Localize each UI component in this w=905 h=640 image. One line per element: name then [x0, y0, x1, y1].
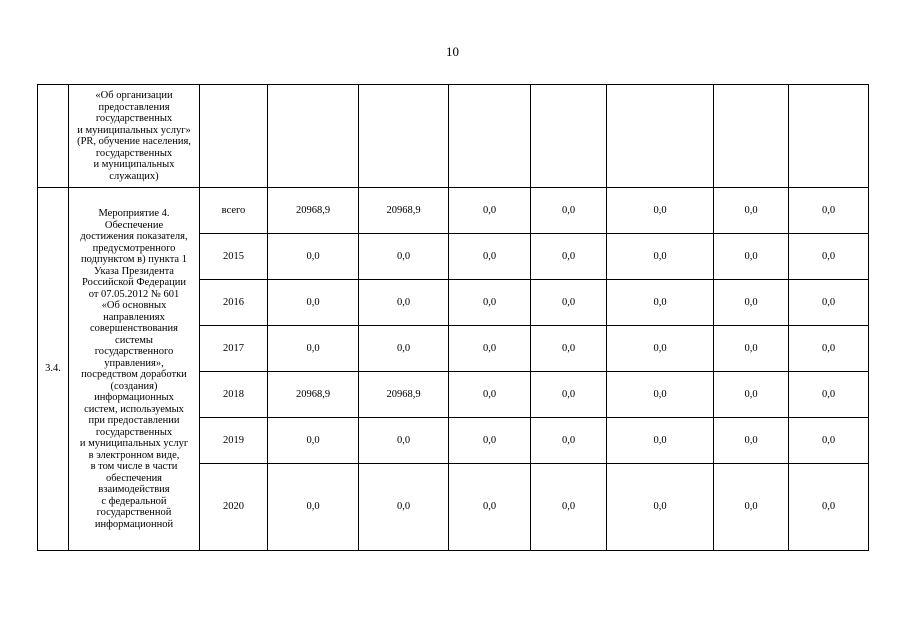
program-table — [37, 84, 869, 551]
value-cell: 0,0 — [531, 188, 607, 234]
activity-description: Мероприятие 4. Обеспечение достижения показателя, предусмотренного подпунктом в) пункта 1 Указа Президента Российской Федерации от 07.05.2012 № 601 «Об основных направлениях совершенствования системы государственного управления», посредством доработки (создания) информационных систем, используемых при предоставлении государственных и муниципальных услуг в электронном виде, в том числе в части обеспечения взаимодействия с федеральной государственной информационной — [79, 208, 189, 530]
value-cell: 0,0 — [449, 326, 531, 372]
empty-cell — [789, 85, 869, 188]
empty-cell — [449, 85, 531, 188]
value-cell: 0,0 — [359, 464, 449, 551]
value-cell: 0,0 — [607, 280, 714, 326]
continuation-row — [38, 85, 869, 188]
period-cell: 2016 — [200, 280, 268, 326]
value-cell: 0,0 — [714, 326, 789, 372]
value-cell: 0,0 — [449, 280, 531, 326]
value-cell: 0,0 — [531, 464, 607, 551]
value-cell: 20968,9 — [268, 188, 359, 234]
value-cell: 20968,9 — [359, 188, 449, 234]
value-cell: 0,0 — [531, 418, 607, 464]
value-cell: 0,0 — [449, 188, 531, 234]
activity-description-cell — [69, 188, 200, 551]
value-cell: 0,0 — [714, 464, 789, 551]
value-cell: 0,0 — [607, 326, 714, 372]
value-cell: 0,0 — [789, 418, 869, 464]
empty-cell — [714, 85, 789, 188]
value-cell: 0,0 — [607, 234, 714, 280]
page-number: 10 — [446, 44, 459, 59]
value-cell: 0,0 — [359, 234, 449, 280]
empty-cell — [268, 85, 359, 188]
value-cell: 0,0 — [789, 234, 869, 280]
value-cell: 0,0 — [607, 464, 714, 551]
value-cell: 0,0 — [789, 372, 869, 418]
value-cell: 0,0 — [789, 280, 869, 326]
value-cell: 0,0 — [789, 326, 869, 372]
value-cell: 0,0 — [449, 234, 531, 280]
period-cell: всего — [200, 188, 268, 234]
continuation-description: «Об организации предоставления государственных и муниципальных услуг» (PR, обучение населения, государственных и муниципальных служащих) — [77, 90, 191, 182]
continuation-description-cell — [69, 85, 200, 188]
value-cell: 0,0 — [268, 418, 359, 464]
value-cell: 0,0 — [531, 280, 607, 326]
value-cell: 0,0 — [449, 372, 531, 418]
value-cell: 0,0 — [268, 234, 359, 280]
value-cell: 0,0 — [531, 372, 607, 418]
period-cell: 2015 — [200, 234, 268, 280]
value-cell: 0,0 — [268, 326, 359, 372]
value-cell: 0,0 — [449, 464, 531, 551]
value-cell: 0,0 — [531, 234, 607, 280]
value-cell: 0,0 — [268, 280, 359, 326]
value-cell: 0,0 — [359, 326, 449, 372]
value-cell: 0,0 — [789, 188, 869, 234]
period-cell: 2017 — [200, 326, 268, 372]
value-cell: 0,0 — [449, 418, 531, 464]
period-cell: 2019 — [200, 418, 268, 464]
value-cell: 0,0 — [607, 372, 714, 418]
value-cell: 0,0 — [531, 326, 607, 372]
value-cell: 0,0 — [607, 418, 714, 464]
value-cell: 0,0 — [714, 280, 789, 326]
activity-number: 3.4. — [38, 188, 69, 551]
value-cell: 0,0 — [714, 372, 789, 418]
value-cell: 0,0 — [789, 464, 869, 551]
value-cell: 20968,9 — [359, 372, 449, 418]
period-cell: 2020 — [200, 464, 268, 551]
value-cell: 0,0 — [714, 188, 789, 234]
value-cell: 0,0 — [359, 280, 449, 326]
empty-cell — [607, 85, 714, 188]
value-cell: 20968,9 — [268, 372, 359, 418]
value-cell: 0,0 — [607, 188, 714, 234]
continuation-number-cell — [38, 85, 69, 188]
value-cell: 0,0 — [268, 464, 359, 551]
value-cell: 0,0 — [359, 418, 449, 464]
period-cell: 2018 — [200, 372, 268, 418]
table-row-total — [38, 188, 869, 234]
empty-cell — [200, 85, 268, 188]
value-cell: 0,0 — [714, 234, 789, 280]
empty-cell — [531, 85, 607, 188]
value-cell: 0,0 — [714, 418, 789, 464]
empty-cell — [359, 85, 449, 188]
